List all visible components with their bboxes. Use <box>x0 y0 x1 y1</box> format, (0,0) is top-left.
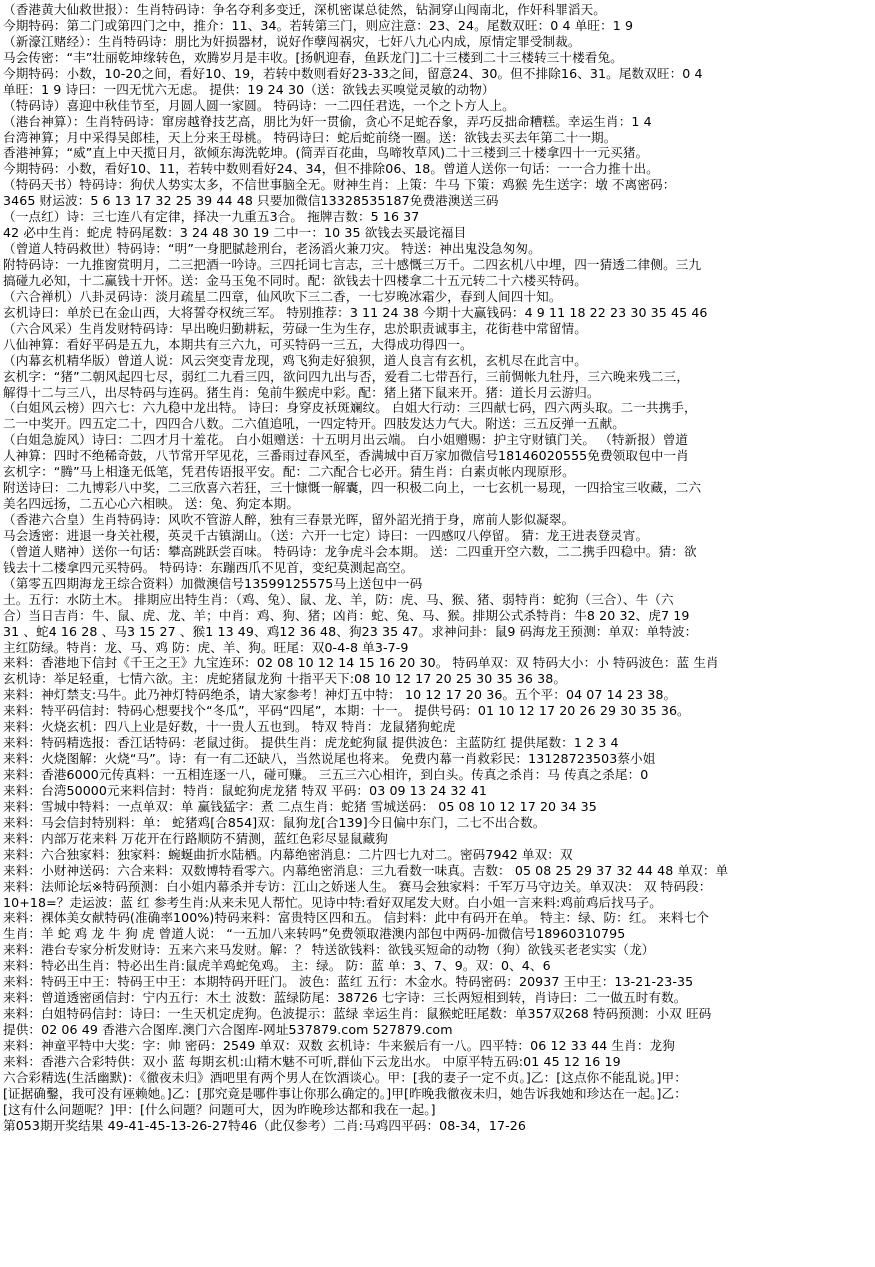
text-line: 今期特码：小数，看好10、11，若转中数则看好24、34，但不排除06、18。曾道人送你一句话：一一合力推十出。 <box>3 161 659 177</box>
text-line: 合）当日吉肖：牛、鼠、虎、龙、羊；中肖：鸡、狗、猪；凶肖：蛇、兔、马、猴。排期公式杀特肖：牛8 20 32、虎7 19 <box>3 607 690 623</box>
text-line: 解得十二与三八，出尽特码与连码。猪生肖：兔前牛猴虎中彩。配：猪上猪下鼠来开。猪：道长月云游归。 <box>3 384 600 400</box>
text-line: 来料：特必出生肖：特必出生肖:鼠虎羊鸡蛇兔鸡。 主：绿。 防：蓝 单：3、7、9。双：0、4、6 <box>3 958 551 974</box>
text-line: 来料：港台专家分析发财诗：五来六来马发财。解：？ 特送欲钱料：欲钱买短命的动物（狗）欲钱买老老实实（龙） <box>3 942 655 958</box>
text-line: 来料：火烧图解：火烧“马”。诗：有一有二还缺八，当然说尾也将来。 免费内幕一肖救彩民：13128723503蔡小姐 <box>3 751 656 767</box>
text-line: 31 、蛇4 16 28 、马3 15 27 、猴1 13 49、鸡12 36 48、狗23 35 47。求神问卦：鼠9 码海龙王预测：单双：单特波： <box>3 623 698 639</box>
text-line: 台湾神算；月中采得吴郎桂，天上分来王母桃。 特码诗曰：蛇后蛇前绕一圈。送：欲钱去买去年第二十一期。 <box>3 129 617 145</box>
text-line: 来料：特平码信封：特码心想要找个“冬瓜”，平码“四尾”，本期：十一。 提供号码：01 10 12 17 20 26 29 30 35 36。 <box>3 703 690 719</box>
text-line: 来料：香港6000元传真料：一五相连逐一八，碰可赚。 三五三六心相许，到白头。传真之杀肖：马 传真之杀尾：0 <box>3 767 649 782</box>
text-line: [这有什么问题呢？]甲：[什么问题？问题可大，因为昨晚珍达都和我在一起。] <box>3 1101 436 1117</box>
text-line: 土。五行：水防土木。 排期应出特生肖：（鸡、兔）、鼠、龙、羊，防：虎、马、猴、猪、弱特肖：蛇狗（三合）、牛（六 <box>3 591 674 607</box>
text-line: （白姐风云榜）四六七：六九稳中龙出特。 诗曰：身穿皮袄斑斓纹。 白姐大行动：三四献七码，四六两头取。二一共携手， <box>3 400 697 416</box>
text-line: （内幕玄机精华版）曾道人说：风云突变青龙现，鸡飞狗走好狼狈，道人良言有玄机，玄机尽在此言中。 <box>3 352 587 368</box>
text-line: 来料：小财神送码：六合来料：双数博特看零六。内幕绝密消息：三九看数一味真。吉数： 05 08 25 29 37 32 44 48 单双：单 <box>3 862 729 878</box>
text-line: 来料：香港地下信封《千王之王》九宝连环：02 08 10 12 14 15 16 20 30。 特码单双：双 特码大小：小 特码波色：蓝 生肖 <box>3 655 719 671</box>
text-line: （一点红）诗：三七连八有定律，择决一九重五3合。 拖牌吉数：5 16 37 <box>3 209 420 225</box>
text-line: 3465 财运波：5 6 13 17 32 25 39 44 48 只要加微信13328535187免费港澳送三码 <box>3 193 499 209</box>
text-line: 人神算：四时不绝稀奇鼓，八节常开罕见花，三番雨过春风至，香满城中百万家加微信号18146020555免费领取包中一肖 <box>3 448 689 464</box>
text-line: （白姐急旋风）诗曰：二四才月十羞花。 白小姐赠送：十五明月出云端。 白小姐赠赐：护主守财镇门关。 （特新报）曾道 <box>3 432 689 448</box>
text-line: 玄机诗：举足轻重，七情六欲。主：虎蛇猪鼠龙狗 十指平天下:08 10 12 17 20 25 30 35 36 38。 <box>3 671 567 687</box>
text-line: （新濠江赌经）：生肖特码诗：朋比为奸损器材，说好作孽闯祸灾，七奸八九心内成，原情定罪受制裁。 <box>3 33 581 49</box>
text-line: 生肖：羊 蛇 鸡 龙 牛 狗 虎 曾道人说： “一五加八来转吗”免费领取港澳内部包中两码-加微信号18960310795 <box>3 926 626 942</box>
text-line: 提供：02 06 49 香港六合图库.澳门六合图库-网址537879.com 527879.com <box>3 1022 453 1037</box>
text-line: （曾道人特码救世）特码诗：“明”一身肥腻趁刑台，老汤滔火兼刀灾。 特送：神出鬼没急匆匆。 <box>3 241 541 257</box>
text-line: 附特码诗：一九推窗赏明月，二三把酒一吟诗。三四托词七言志，三十感慨三万千。二四玄机八中埋，四一猜透二律侧。三九 <box>3 257 702 272</box>
text-line: 今期特码：第二门或第四门之中，推介：11、34。若转第三门，则应注意：23、24。尾数双旺：0 4 单旺：1 9 <box>3 17 634 33</box>
text-line: 主红防绿。特肖：龙、马、鸡 防：虎、羊、狗。旺尾：双0-4-8 单3-7-9 <box>3 639 409 655</box>
text-line: （六合禅机）八卦灵码诗：淡月疏星二四章，仙风吹下三二香，一七岁晚冰霜少，春到人间四十知。 <box>3 288 562 304</box>
text-line: 来料：香港六合彩特供：双小 蓝 每期玄机:山精木魅不可听,群仙下云龙出水。 中原平特五码:01 45 12 16 19 <box>3 1053 621 1069</box>
text-line: 来料：六合独家料：独家料：蜿蜒曲折水陆栖。内幕绝密消息：二片四七九对二。密码7942 单双：双 <box>3 846 573 862</box>
text-line: （曾道人赌神）送你一句话：攀高跳跃尝百味。 特码诗：龙争虎斗会本期。 送：二四重开空六数，二二携手四稳中。猜：欲 <box>3 543 697 559</box>
text-line: （六合风采）生肖发财特码诗：早出晚归勤耕耘，劳碌一生为生存，忠於职责诚事主，花街巷中常留情。 <box>3 320 587 336</box>
text-line: 玄机诗曰：单於已在金山西，大将誓夺权统三军。 特别推荐：3 11 24 38 今期十大赢钱码：4 9 11 18 22 23 30 35 45 46 <box>3 304 708 320</box>
text-line: 来料：白姐特码信封：诗曰：一生天机定虎狗。色波提示：蓝绿 幸运生肖：鼠猴蛇旺尾数：单357双268 特码预测：小双 旺码 <box>3 1006 712 1022</box>
text-line: 来料：曾道透密函信封：宁内五行：木土 波数：蓝绿防尾：38726 七字诗：三长两短相到转，肖诗曰：二一做五时有数。 <box>3 990 687 1006</box>
text-line: （特码天书）特码诗：狗伏人势实太多，不信世事脑全无。财神生肖：上策：牛马 下策：鸡猴 先生送字：墩 不离密码： <box>3 177 676 193</box>
text-line: 香港神算；“威”直上中天揽日月，欲倾东海洗乾坤。(简弄百花曲，鸟啼牧草风)二十三楼到三十楼拿四十一元买猪。 <box>3 145 649 161</box>
text-line: 来料：特码精选报：香江话特码：老鼠过街。 提供生肖：虎龙蛇狗鼠 提供波色：主蓝防红 提供尾数：1 2 3 4 <box>3 735 619 751</box>
text-line: （香港黄大仙救世报）：生肖特码诗：争名夺利多变迁，深机密谋总徒然，钻洞穿山闯南北，作奸科罪滔天。 <box>3 2 606 17</box>
text-line: 来料：台湾50000元来料信封：特肖：鼠蛇狗虎龙猪 特双 平码：03 09 13 24 32 41 <box>3 782 487 798</box>
text-line: 六合彩精选(生活幽默)：《徹夜未归》酒吧里有两个男人在饮酒谈心。甲：[我的妻子一定不贞。]乙：[这点你不能乱说。]甲： <box>3 1069 687 1085</box>
text-line: 玄机字：“腾”马上相逢无低笔，凭君传语报平安。配：二六配合七必开。猜生肖：白素贞帐内现原形。 <box>3 464 575 480</box>
text-line: 来料：内部万花来料 万花开在行路顺防不猜测，蓝红色彩尽显鼠藏狗 <box>3 830 388 846</box>
text-line: 马会透密：进退一身关社稷，英灵千古镇湖山。（送：六开一七定）诗曰：一四感叹八停留。 猜：龙王进表登灵宵。 <box>3 527 649 543</box>
text-line: 搞碰九必知，十二赢钱十开怀。送：金马玉兔不同时。配：欲钱去十四楼拿二十五元转二十六楼买特码。 <box>3 272 587 288</box>
text-line: （港台神算）：生肖特码诗：窜房越脊技艺高，朋比为奸一贯偷，贪心不足蛇吞象，弄巧反拙命糟糕。幸运生肖：1 4 <box>3 113 652 129</box>
text-line: （第零五四期海龙王综合资料）加微澳信号13599125575马上送包中一码 <box>3 575 423 591</box>
text-line: 来料：神童平特中大奖：字：帅 密码：2549 单双：双数 玄机诗：牛来猴后有一八。四平特：06 12 33 44 生肖：龙狗 <box>3 1037 675 1053</box>
text-line: 来料：特码王中王：特码王中王：本期特码开旺门。 波色：蓝红 五行：木金水。特码密码：20937 王中王：13-21-23-35 <box>3 974 694 990</box>
text-line: 单旺：1 9 诗曰：一四无忧六无虑。 提供：19 24 30（送：欲钱去买嗅觉灵敏的动物） <box>3 81 495 97</box>
text-line: 今期特码：小数，10-20之间，看好10、19，若转中数则看好23-33之间，留意24、30。但不排除16、31。尾数双旺：0 4 <box>3 65 703 81</box>
text-line: （香港六合皇）生肖特码诗：风吹不管游人醉，独有三春景光晖，留外詔光捎于身，席前人影似凝翠。 <box>3 512 575 527</box>
text-line: 10+18=？走运波：蓝 红 参考生肖:从来未见人帮忙。见诗中特:看好双尾发大财。白小姐一言来料:鸡前鸡后找马子。 <box>3 894 662 910</box>
text-line: 来料：马会信封特别料：单： 蛇猪鸡[合854]双：鼠狗龙[合139]今日偏中东门，二七不出合数。 <box>3 814 546 830</box>
text-line: 第053期开奖结果 49-41-45-13-26-27特46（此仅参考）二肖:马鸡四平码：08-34，17-26 <box>3 1117 527 1133</box>
text-line: 42 必中生肖：蛇虎 特码尾数：3 24 48 30 19 二中一：10 35 欲钱去买最诧福目 <box>3 225 467 241</box>
text-line: 来料：裸体美女献特码(准确率100%)特码来料：富贵特区四和五。 信封料：此中有码开在单。 特主：绿、防：红。 来料七个 <box>3 910 710 926</box>
text-line: 来料：法师论坛※特码预测：白小姐内幕杀并专访：江山之娇迷人生。 赛马会独家料：千军万马守边关。单双决： 双 特码段： <box>3 878 712 894</box>
text-line: 钱去十二楼拿四元买特码。 特码诗：东蹦西爪不见首，变纪莫测起高空。 <box>3 559 414 575</box>
text-line: 美名四远扬，二五心心六相映。 送：兔、狗定本期。 <box>3 496 300 512</box>
text-line: 马会传密：“丰”壮丽乾坤缘转色，欢腾岁月是丰收。[扬帆迎春，鱼跃龙门]二十三楼到二十三楼转三十楼看兔。 <box>3 49 623 65</box>
text-line: 来料：雪城中特料：一点单双：单 赢钱猛字：煮 二点生肖：蛇猪 雪城送码： 05 08 10 12 17 20 34 35 <box>3 798 597 814</box>
text-line: 二一中奖开。四五定二十，四四合八数。二六值追吼，一四定特开。四肢发达力气大。附送：三五反弹一五献。 <box>3 416 625 432</box>
text-line: 来料：神灯禁支:马牛。此乃神灯特码绝杀，请大家参考！神灯五中特： 10 12 17 20 36。五个平：04 07 14 23 38。 <box>3 687 677 703</box>
text-line: （特码诗）喜迎中秋佳节至，月圆人圆一家圆。 特码诗：一二四任君选，一个之卜方人上。 <box>3 97 515 113</box>
text-line: 附送诗曰：二九博彩八中奖，二三欣喜六若狂，三十慷慨一解囊，四一积极二向上，一七玄机一易现，一四拾宝三收藏，二六 <box>3 480 702 496</box>
text-line: 八仙神算：看好平码是五九，本期共有三六九，可买特码一三五，大得成功得四一。 <box>3 336 473 352</box>
text-line: 玄机字：“猪”二朝风起四七尽，弱红二九看三四，欲问四九出与否，爱看二七带吾行，三前惆帐九牡丹，三六晚来残二三， <box>3 368 690 384</box>
text-line: 来料：火烧玄机：四八上业是好数，十一贵人五也到。 特双 特肖：龙鼠猪狗蛇虎 <box>3 719 456 735</box>
text-line: [证据确鑿，我可没有诬赖她。]乙：[那究竟是哪件事让你那么确定的。]甲[昨晚我徹夜未归，她告诉我她和珍达在一起。]乙： <box>3 1085 687 1101</box>
